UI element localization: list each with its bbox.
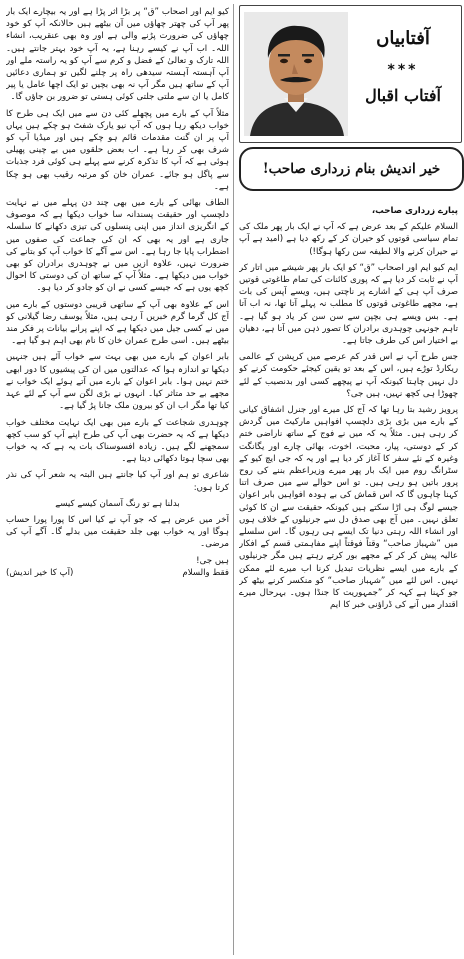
signature-row (6, 567, 229, 579)
column-stars: *** (387, 62, 419, 78)
column-name: آفتابیاں (376, 28, 430, 49)
signoff-text: فقط والسلام (182, 567, 229, 578)
letter-paragraph: جس طرح آپ نے اس قدر کم عرصے میں کرپشن کے عالمی ریکارڈ توڑے ہیں، اس کے بعد تو یقین کیجئے حکومت کرنے کو دل نہیں چاہتا کیونکہ آپ نے پیچھے کسی اور بدنصیب کے لئے چھوڑا ہی کچھ نہیں، ہیں جی؟ (239, 352, 458, 399)
salutation: پیارے زرداری صاحب، (371, 206, 458, 216)
closing-text: ہیں جی! (196, 555, 229, 566)
signoff-block (6, 555, 229, 567)
signature-text: (آپ کا خیر اندیش) (6, 567, 74, 578)
column-divider (233, 4, 234, 955)
letter-paragraph: ایم کیو ایم اور اصحاب ”ق“ کو ایک بار پھر شیشے میں اتار کر آپ نے ثابت کر دیا ہے کہ پوری کائنات کی تمام طاغوتی قوتیں صرف آپ ہی کے اشارے پر ناچتی ہیں، ویسے آپس کی بات ہے، مجھے طاغوتی قوتوں کا مطلب نہ پہلے آتا تھا، نہ اب آتا ہے۔ بس ویسے ہی بچپن سے سن سن کر یاد ہو گیا ہے۔ تاہم جونہی چوہدری برادران کا تصور ذہن میں آتا ہے، دھیان بے اختیار اس کی طرف جاتا ہے۔ (239, 262, 458, 347)
author-name: آفتاب اقبال (365, 86, 441, 105)
letter-paragraph: الطاف بھائی کے بارے میں بھی چند دن پہلے میں نے نہایت دلچسپ اور حقیقت پسندانہ سا خواب دیکھا ہے کہ موصوف کے انگریزی انداز میں اپنی پنسلوں کی تیزی دکھانے کا سلسلہ جاری ہے اور یہ بھی کہ ان کی جماعت کی صفوں میں اضطراب پایا جا رہا ہے۔ اس سے آگے کا خواب آپ کو بتانے کی ضرورت نہیں، علاوہ ازیں میں نے چوہدری برادران کو بھی خواب میں دیکھا ہے۔ مثلاً آپ کے ساتھ ان کی دوستی کا احوال کچھ یوں ہے کہ جیسے کسی نے ان کو جادو کر دیا ہو۔ (6, 198, 229, 294)
letter-paragraph: مثلاً آپ کے بارے میں پچھلے کئی دن سے میں ایک ہی طرح کا خواب دیکھ رہا ہوں کہ آپ نیو یارک شفٹ ہو چکے ہیں یہاں آپ پر ان گنت مقدمات قائم ہو چکے ہیں اور میڈیا آپ کو شرف بھی کر رہا ہے۔ اب بعض حلقوں میں بے چینی پھیلی ہوئی ہے کہ آپ کا تذکرہ کرنے سے پہلے ہی کوئی فرد جذبات سے پاگل ہو جائے۔ عمران خان کو مرتبہ رقیب بھی ہو چکا ہے۔ (6, 108, 229, 192)
left-column (6, 6, 229, 954)
letter-paragraph: آخر میں عرض ہے کہ جو آپ نے کیا اس کا پورا پورا حساب ہوگا اور یہ خواب بھی جلد حقیقت میں بدلے گا۔ آگے آپ کی مرضی۔ (6, 514, 229, 550)
letter-paragraph: بابر اعوان کے بارے میں بھی بہت سے خواب آئے ہیں جنہیں دیکھا تو اندازہ ہوا کہ عدالتوں میں ان کی پیشیوں کا دور ابھی ختم نہیں ہوا۔ بابر اعوان کے بارے میں آتے ہوئے ایک خواب نے مجھے بے حد متاثر کیا۔ انہوں نے بڑی لگن سے آپ کے لئے عہد کیا تھا مگر اب ان کو بیرون ملک جانا پڑ گیا ہے۔ (6, 352, 229, 412)
letter-paragraph: اس کے علاوہ بھی آپ کے ساتھی قریبی دوستوں کے بارے میں آج کل گرما گرم خبریں آ رہی ہیں، مثلاً یوسف رضا گیلانی کو میں نے کسی جیل میں دیکھا ہے کہ اپنے پرانے بیانات پر فکر مند بیٹھے ہیں۔ اسی طرح عمران خان کا نام بھی اہم ہو گیا ہے۔ (6, 299, 229, 347)
verse-line: بدلنا ہے تو رنگ آسمان کیسے کیسے (55, 498, 180, 509)
letter-paragraph: شاعری تو ہم اور آپ کیا جانتے ہیں البتہ یہ شعر آپ کی نذر کرتا ہوں: (6, 470, 229, 493)
column-header (239, 5, 462, 143)
letter-paragraph: پرویز رشید بتا رہا تھا کہ آج کل میرے اور جنرل اشفاق کیانی کے بارے میں بڑی بڑی دلچسپ افواہیں مارکیٹ میں گردش کر رہی ہیں۔ مثلاً یہ کہ میں نے فوج کے ساتھ ناراضی ختم کر کے دوستی، پیار، محبت، اخوت، بھائی چارے اور یگانگت وغیرہ کے نئے سفر کا آغاز کر دیا ہے اور یہ کہ جی ایچ کیو کے سٹرانگ روم میں ایک بار پھر میرے وزیراعظم بننے کی روح پرور باتیں ہو رہی ہیں۔ تو اس حوالے سے میں صرف اتنا کہنا چاہوں گا کہ اس قماش کی بے ہودہ افواہیں بابر اعوان جیسے لوگ ہی اڑا سکتے ہیں کیونکہ حقیقت سے ان کا کوئی تعلق نہیں۔ میں آج بھی صدق دل سے جرنیلوں کے خلاف ہوں اور انشاء اللہ رہتی دنیا تک ایسے ہی رہوں گا۔ اس سلسلے میں ”شہباز صاحب“ وقتاً فوقتاً اپنے مفاہمتی قسم کے افکار عالیہ پیش کر کر کے مجھے بور کرتے رہتے ہیں مگر جرنیلوں کے بارے میں ایسے نظریات تبدیل کرنا اب میرے لئے ممکن نہیں۔ اس لئے میں ”شہباز صاحب“ کو منکسر کرنے بیٹھ کر جو کہنا ہے کہہ کر ”جمہوریت کا جنڈا ہوں۔ بہرحال میرے اقتدار میں آنے کی ڈراؤنی خبر کا ایم (239, 405, 458, 611)
right-column (239, 205, 458, 955)
letter-paragraph: چوہدری شجاعت کے بارے میں بھی ایک نہایت مختلف خواب دیکھا ہے کہ یہ حضرت بھی آپ کی طرح اپنے آپ کو سب کچھ سمجھنے لگے ہیں۔ زیادہ افسوسناک بات یہ ہے کہ یہ خواب بھی سچا ہوتا دکھائی دیتا ہے۔ (6, 417, 229, 465)
letter-paragraph: کیو ایم اور اصحاب ”ق“ پر بڑا اثر پڑا ہے اور یہ بیچارے ایک بار پھر آپ کی چھتر چھاؤں میں آن بیٹھے ہیں حالانکہ آپ کو خود چھاؤں کی ضرورت پڑنے والی ہے اور وہ بھی عنقریب، انشاء اللہ۔ اب آپ نے کیسے رہنا ہے، یہ آپ خود بہتر جانتے ہیں۔ اللہ تارک و تعالیٰ کے فضل و کرم سے آپ کو یہ راستہ ملے اور آپ آہستہ آہستہ سیدھی راہ پر چلنے لگیں تو ہماری دعائیں آپ کے ساتھ ہیں مگر آپ نہ بھی بچیں تو ایک اچھا عامل یا پیر کامل یا ان سے ملتی جلتی کوئی ہستی تو ضرور بن جاؤں گا۔ (6, 7, 229, 103)
author-photo (244, 12, 348, 136)
letter-paragraph: السلام علیکم کے بعد عرض ہے کہ آپ نے ایک بار پھر ملک کی تمام سیاسی قوتوں کو حیران کر کے رکھ دیا ہے (امید ہے آپ نے حیران کرنے والا لطیفہ سن رکھا ہوگا!) (239, 222, 458, 257)
article-headline: خیر اندیش بنام زرداری صاحب! (239, 147, 464, 191)
